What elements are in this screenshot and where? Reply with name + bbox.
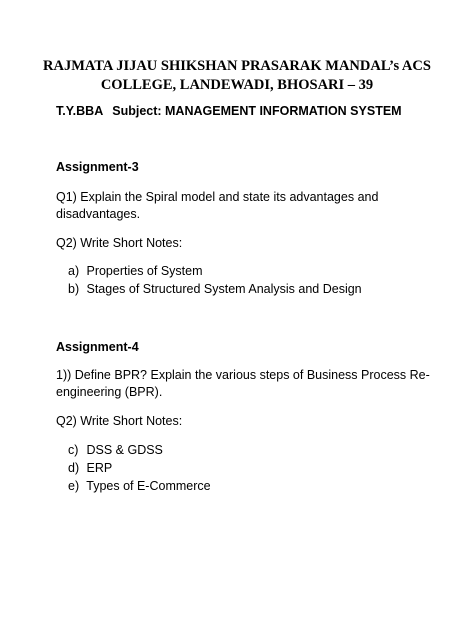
list-item-text: ERP	[86, 461, 113, 475]
assignment-4-q1-line-1: 1)) Define BPR? Explain the various steps of Business Process Re-	[56, 368, 430, 382]
list-item	[68, 281, 362, 297]
assignment-4-q2: Q2) Write Short Notes:	[56, 414, 183, 428]
list-marker: a)	[68, 264, 80, 278]
course-subject-row	[56, 103, 402, 119]
list-item	[68, 263, 203, 279]
subject-label: Subject: MANAGEMENT INFORMATION SYSTEM	[112, 104, 402, 118]
list-item	[68, 478, 211, 494]
list-item-text: DSS & GDSS	[86, 443, 163, 457]
list-marker: d)	[68, 461, 80, 475]
list-marker: c)	[68, 443, 79, 457]
list-item-text: Stages of Structured System Analysis and Design	[86, 282, 362, 296]
class-label: T.Y.BBA	[56, 104, 104, 118]
assignment-4-title: Assignment-4	[56, 340, 139, 354]
assignment-4-q1-line-2: engineering (BPR).	[56, 385, 163, 399]
college-header	[40, 57, 434, 95]
header-line-2: COLLEGE, LANDEWADI, BHOSARI – 39	[100, 77, 374, 93]
list-item	[68, 442, 163, 458]
assignment-3-q2: Q2) Write Short Notes:	[56, 236, 183, 250]
list-item-text: Properties of System	[86, 264, 203, 278]
list-item	[68, 460, 112, 476]
list-item-text: Types of E-Commerce	[86, 479, 211, 493]
assignment-3-q1-line-2: disadvantages.	[56, 207, 141, 221]
assignment-3-q1-line-1: Q1) Explain the Spiral model and state its advantages and	[56, 190, 379, 204]
list-marker: b)	[68, 282, 80, 296]
list-marker: e)	[68, 479, 80, 493]
header-line-1: RAJMATA JIJAU SHIKSHAN PRASARAK MANDAL’s ACS	[43, 58, 431, 74]
assignment-3-title: Assignment-3	[56, 160, 139, 174]
